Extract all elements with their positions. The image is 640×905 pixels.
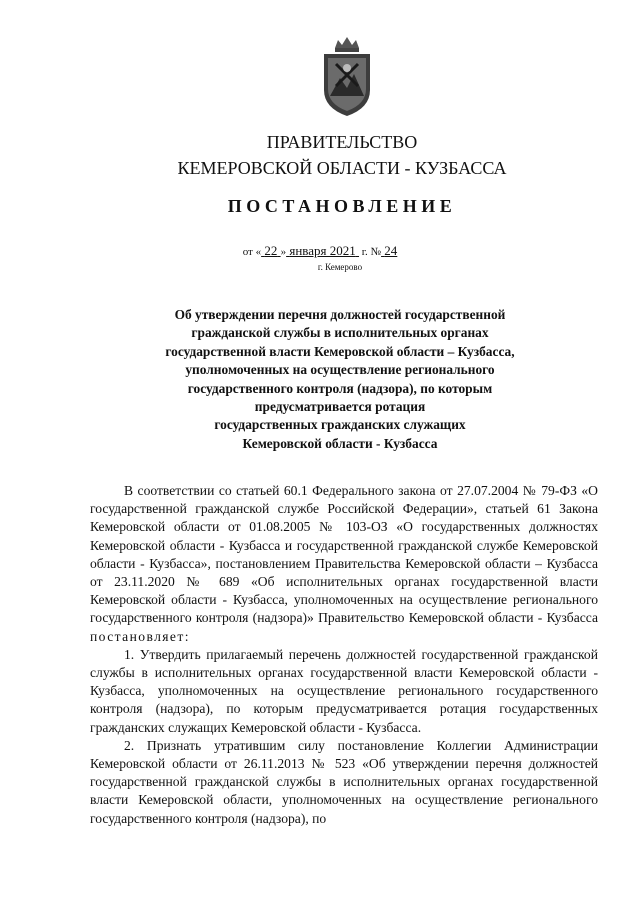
document-body (90, 482, 598, 828)
document-city: г. Кемерово (317, 262, 363, 272)
body-paragraph-item-2: 2. Признать утратившим силу постановление Коллегии Администрации Кемеровской области от 26.11.2013 № 523 «Об утверждении перечня должностей государственной гражданской службы в исполнительных органах государственной власти Кемеровской области, уполномоченных на осуществление регионального государственного контроля (надзора), по (90, 737, 598, 826)
subject-line: предусматривается ротация (254, 399, 426, 415)
government-title-line2: КЕМЕРОВСКОЙ ОБЛАСТИ - КУЗБАССА (177, 158, 507, 178)
subject-line: уполномоченных на осуществление регионального (185, 362, 495, 378)
subject-line: государственной власти Кемеровской области – Кузбасса, (165, 343, 515, 359)
government-title-line1: ПРАВИТЕЛЬСТВО (266, 132, 418, 152)
body-paragraph-item-1: 1. Утвердить прилагаемый перечень должностей государственной гражданской службы в исполнительных органах государственной власти Кемеровской области - Кузбасса, уполномоченных на осуществление регионального государственного контроля (надзора), по которым предусматривается ротация государственных гражданских служащих Кемеровской области - Кузбасса. (90, 646, 598, 735)
date-prefix: от « (242, 246, 262, 258)
document-dateline (0, 243, 640, 259)
date-month-year: января 2021 (289, 243, 356, 258)
date-mid: » (280, 246, 287, 258)
subject-line: Об утверждении перечня должностей государственной (174, 307, 506, 322)
coat-of-arms-icon (318, 34, 376, 118)
subject-line: гражданской службы в исполнительных органах (191, 325, 489, 341)
document-type-title: ПОСТАНОВЛЕНИЕ (227, 196, 457, 216)
document-subject (130, 306, 550, 453)
document-number: 24 (384, 243, 398, 258)
body-paragraph-preamble: В соответствии со статьей 60.1 Федерального закона от 27.07.2004 № 79-ФЗ «О государственной гражданской службе Российской Федерации», статьей 61 Закона Кемеровской области от 01.08.2005 № 103-ОЗ «О государственных должностях Кемеровской области - Кузбасса и государственной гражданской службе Кемеровской области - Кузбасса», постановлением Правительства Кемеровской области – Кузбасса от 23.11.2020 № 689 «Об исполнительных органах государственной власти Кемеровской области - Кузбасса, уполномоченных на осуществление регионального государственного контроля (надзора)» Правительство Кемеровской области - Кузбасса постановляет: (90, 483, 598, 644)
resolves-word: постановляет: (90, 628, 190, 644)
subject-line: Кемеровской области - Кузбасса (242, 435, 438, 451)
subject-line: государственных гражданских служащих (214, 417, 466, 433)
date-year-suffix: г. № (361, 246, 382, 258)
subject-line: государственного контроля (надзора), по которым (187, 380, 493, 396)
date-day: 22 (264, 243, 278, 258)
